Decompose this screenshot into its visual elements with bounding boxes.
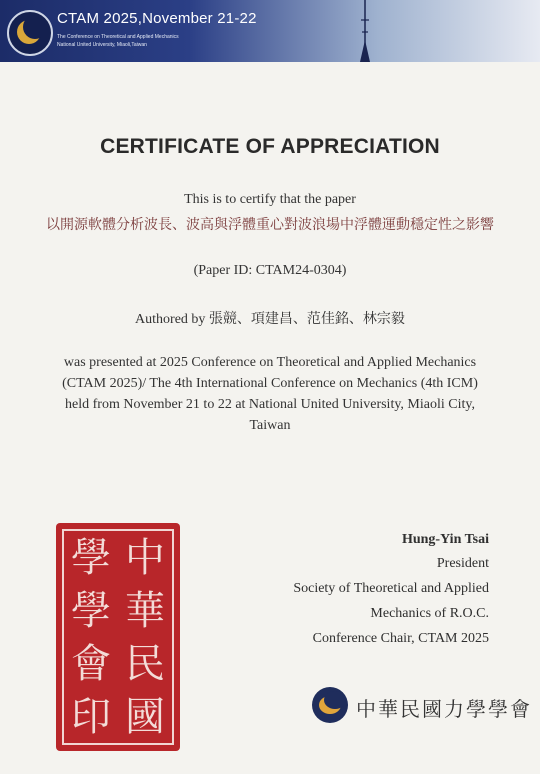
presentation-statement	[20, 352, 520, 436]
society-name: 中華民國力學學會	[356, 697, 532, 721]
seal-character: 學	[71, 587, 111, 634]
paper-id: (Paper ID: CTAM24-0304)	[193, 263, 347, 278]
signatory-role2: Conference Chair, CTAM 2025	[312, 631, 489, 646]
signatory-org-line1: Society of Theoretical and Applied	[293, 581, 489, 596]
statement-line: was presented at 2025 Conference on Theoretical and Applied Mechanics	[63, 355, 477, 370]
authors-line: Authored by 張競、項建昌、范佳銘、林宗毅	[135, 312, 405, 327]
official-seal	[56, 523, 180, 751]
header-subtitle-line1: The Conference on Theoretical and Applied Mechanics	[57, 34, 179, 40]
seal-character: 會	[71, 640, 111, 687]
signatory-org-line2: Mechanics of R.O.C.	[370, 606, 489, 621]
statement-line: held from November 21 to 22 at National United University, Miaoli City,	[65, 397, 475, 412]
header-subtitle	[57, 33, 179, 49]
header-banner	[0, 0, 540, 62]
seal-character: 民	[125, 640, 165, 687]
signatory-role: President	[436, 556, 489, 571]
statement-line: Taiwan	[249, 418, 291, 433]
seal-character: 中	[125, 534, 165, 581]
ctam-logo-icon	[7, 10, 53, 56]
seal-character: 華	[125, 587, 165, 634]
seal-character: 國	[125, 693, 165, 740]
header-subtitle-line2: National United University, Miaoli,Taiwan	[57, 42, 147, 48]
paper-title: 以開源軟體分析波長、波高與浮體重心對波浪場中浮體運動穩定性之影響	[46, 218, 494, 233]
certificate-title: CERTIFICATE OF APPRECIATION	[100, 135, 440, 158]
society-logo-icon	[312, 687, 348, 723]
certify-line: This is to certify that the paper	[184, 192, 356, 207]
seal-character: 學	[71, 534, 111, 581]
header-title: CTAM 2025,November 21-22	[57, 10, 257, 27]
signatory-name: Hung-Yin Tsai	[401, 532, 489, 547]
tower-icon	[358, 0, 372, 62]
seal-character: 印	[71, 693, 111, 740]
statement-line: (CTAM 2025)/ The 4th International Conference on Mechanics (4th ICM)	[62, 376, 478, 391]
